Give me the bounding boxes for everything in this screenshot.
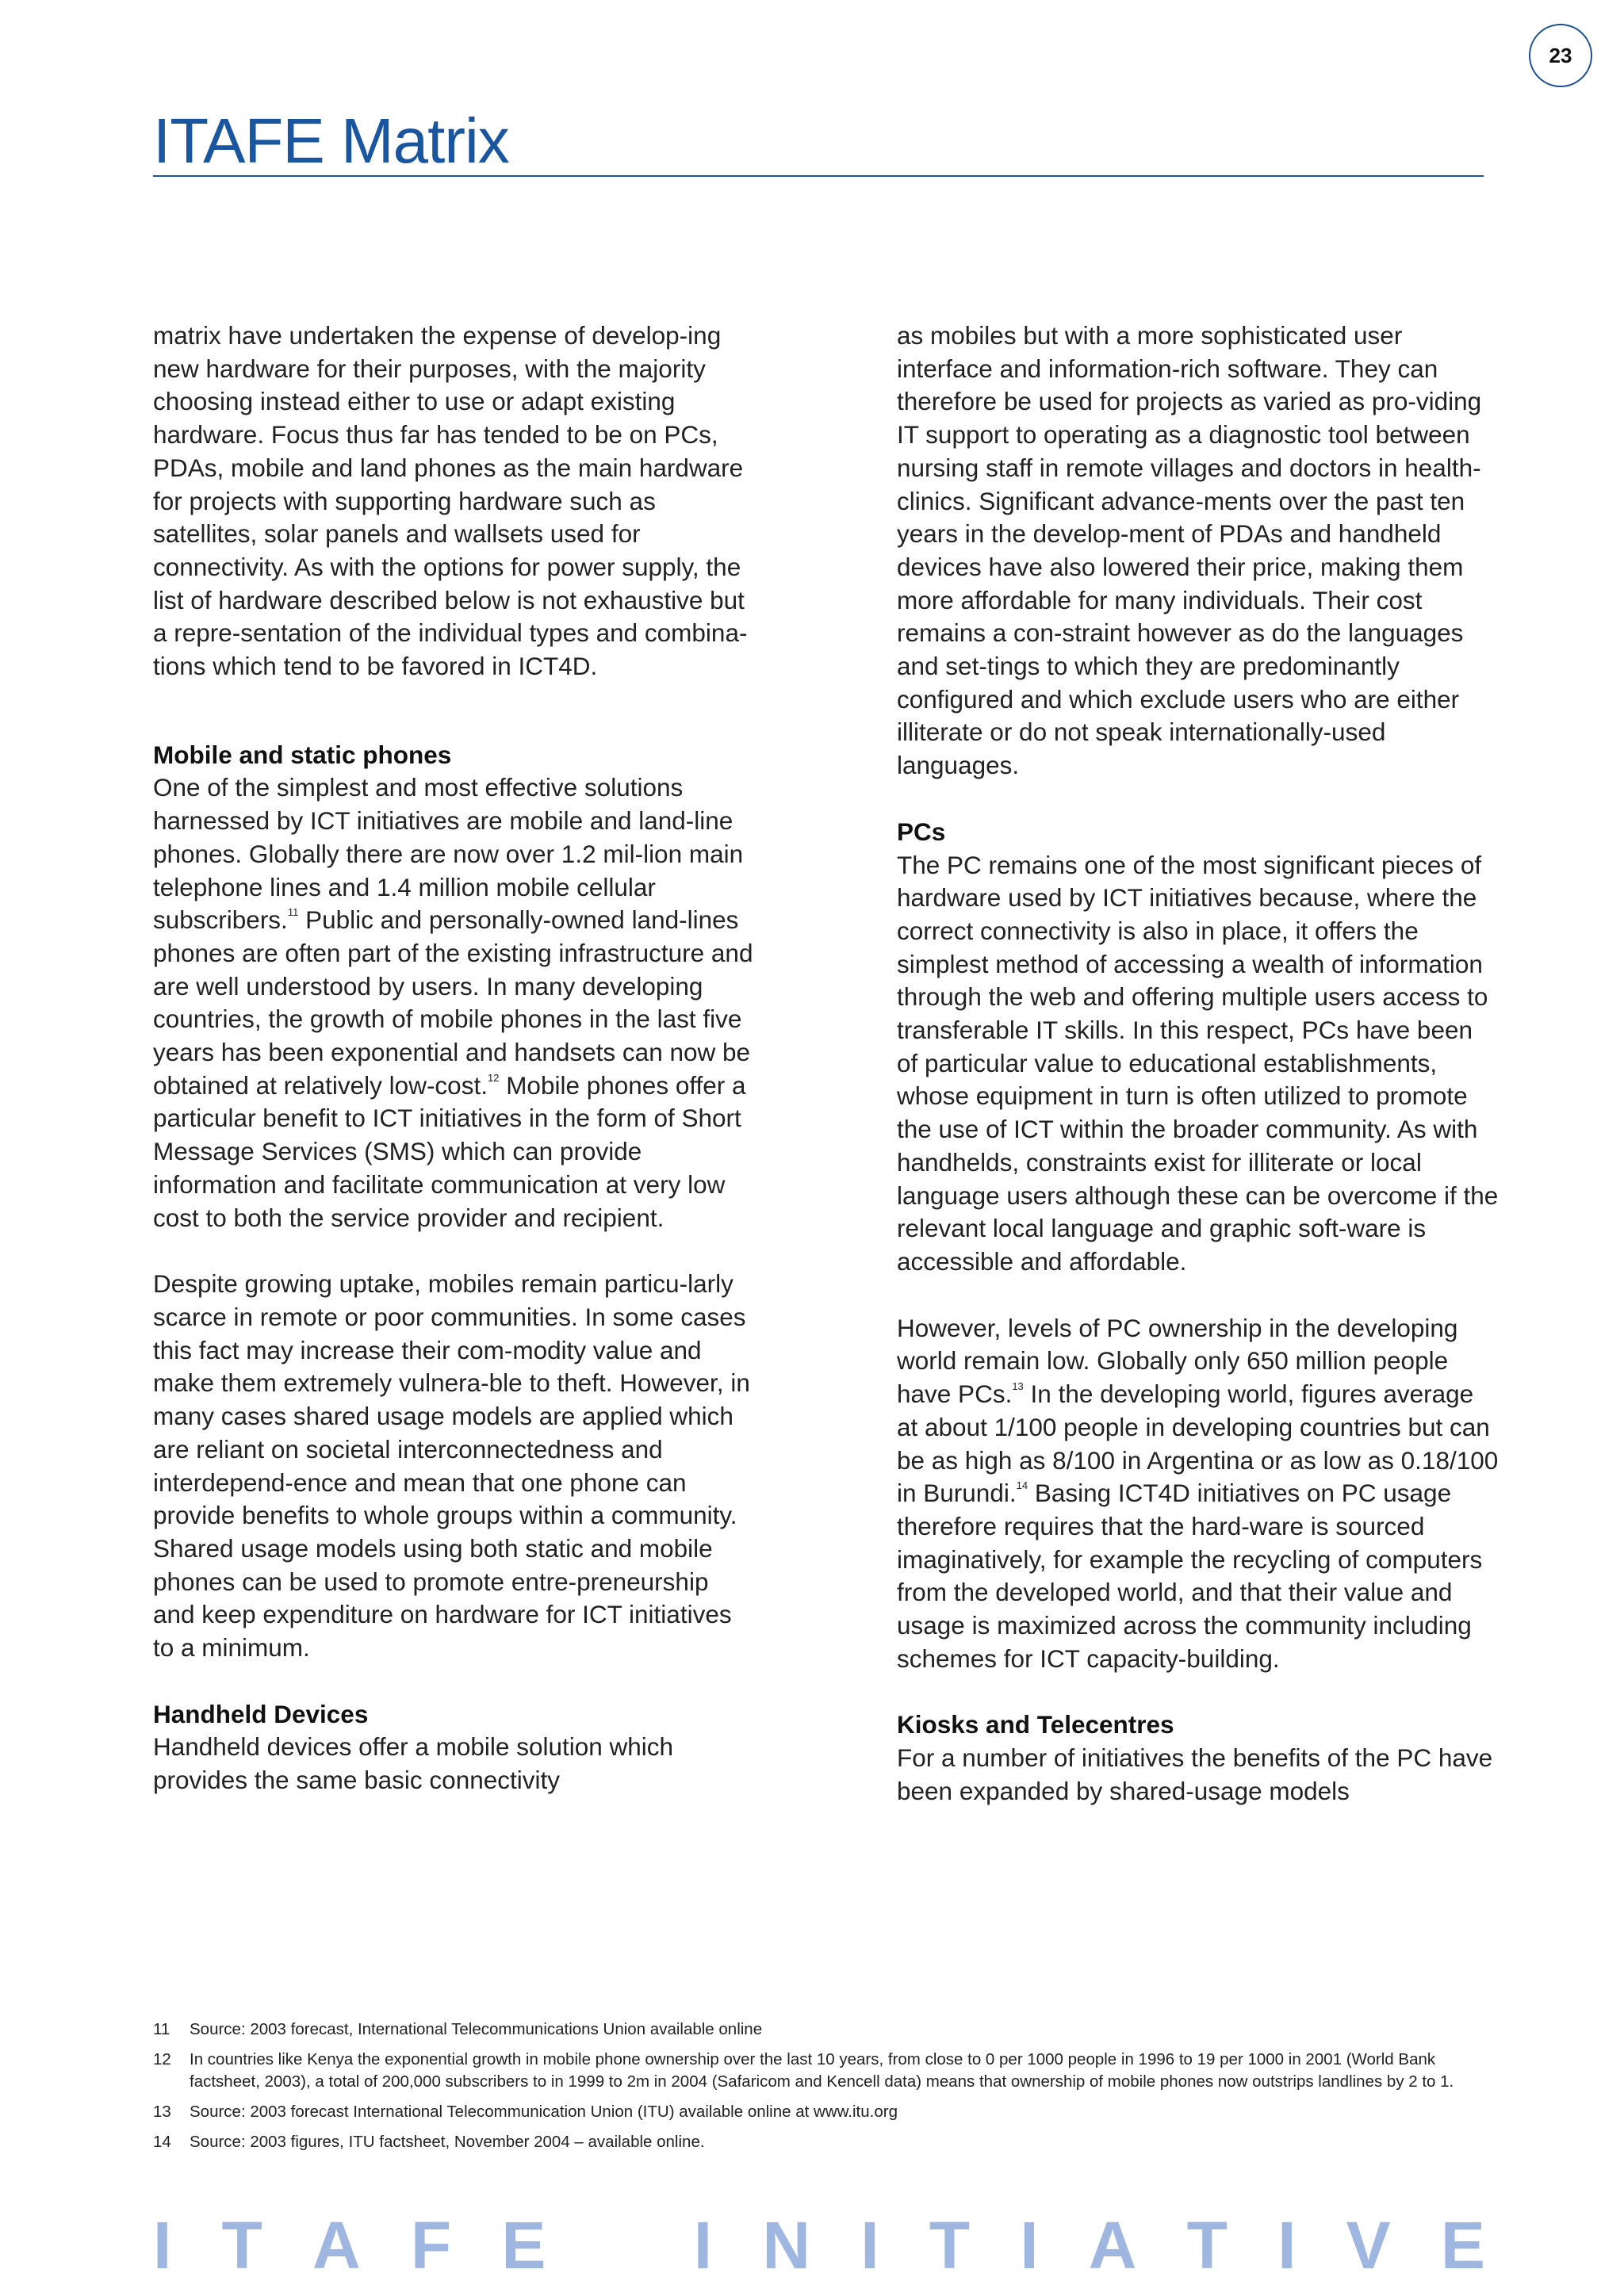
footnote-number: 12 bbox=[153, 2050, 171, 2068]
footnote bbox=[153, 2049, 1485, 2093]
handheld-devices-heading: Handheld Devices bbox=[153, 1699, 369, 1728]
right-intro-paragraph: as mobiles but with a more sophisticated user interface and information-rich software. They can therefore be used for projects as varied as pro-viding IT support to operating as a diagnostic tool between nursing staff in remote villages and doctors in health-clinics. Significant advance-ments over the past ten years in the develop-ment of PDAs and handheld devices have also lowered their price, making them more affordable for many individuals. Their cost remains a con-straint however as do the languages and set-tings to which they are predominantly configured and which exclude users who are either illiterate or do not speak internationally-used languages. bbox=[897, 321, 1482, 780]
footnote-number: 14 bbox=[153, 2133, 171, 2151]
right-column bbox=[897, 320, 1500, 1808]
left-column bbox=[153, 320, 756, 1797]
footnote-ref-13: 13 bbox=[1012, 1380, 1024, 1393]
footnote-ref-11: 11 bbox=[287, 906, 299, 919]
footnote-text: In countries like Kenya the exponential growth in mobile phone ownership over the last 10 years, from close to 0 per 1000 people in 1996 to 19 per 1000 in 2001 (World Bank factsheet, 2003), a total of 200,000 subscribers to in 1999 to 2m in 2004 (Safaricom and Kencell data) means that ownership of mobile phones now outstrips landlines by 2 to 1. bbox=[190, 2050, 1454, 2091]
pcs-paragraph-2: However, levels of PC ownership in the developing world remain low. Globally only 650 million people have PCs.$^{13}$ In the developing world, figures average at about 1/100 people in developing countries but can be as high as 8/100 in Argentina or as low as 0.18/100 in Burundi.$^{14}$ Basing ICT4D initiatives on PC usage therefore requires that the hard-ware is sourced imaginatively, for example the recycling of computers from the developed world, and that their value and usage is maximized across the community including schemes for ICT capacity-building. bbox=[897, 1313, 1499, 1673]
itafe-initiative-banner bbox=[153, 2208, 1485, 2291]
footnotes bbox=[153, 2019, 1485, 2161]
footnote-number: 13 bbox=[153, 2103, 171, 2121]
footnote bbox=[153, 2131, 1485, 2153]
banner-letter: F bbox=[410, 2208, 452, 2283]
kiosks-heading: Kiosks and Telecentres bbox=[897, 1710, 1174, 1739]
handheld-devices-paragraph: Handheld devices offer a mobile solution which provides the same basic connectivity bbox=[153, 1732, 674, 1795]
footnote-ref-12: 12 bbox=[487, 1071, 500, 1084]
footnote-text: Source: 2003 forecast, International Telecommunications Union available online bbox=[190, 2020, 763, 2038]
banner-letter: T bbox=[1186, 2208, 1228, 2283]
footnote-text: Source: 2003 forecast International Telecommunication Union (ITU) available online at www.itu.org bbox=[190, 2103, 898, 2121]
banner-letter: I bbox=[693, 2208, 713, 2283]
footnote-ref-14: 14 bbox=[1016, 1479, 1028, 1492]
banner-letter: T bbox=[221, 2208, 262, 2283]
footnote-text: Source: 2003 figures, ITU factsheet, November 2004 – available online. bbox=[190, 2133, 705, 2151]
footnote bbox=[153, 2019, 1485, 2041]
footnote-number: 11 bbox=[153, 2020, 170, 2038]
banner-letter: E bbox=[501, 2208, 546, 2283]
title-underline bbox=[153, 175, 1484, 177]
mobile-phones-heading: Mobile and static phones bbox=[153, 740, 452, 769]
kiosks-paragraph: For a number of initiatives the benefits of the PC have been expanded by shared-usage models bbox=[897, 1743, 1493, 1805]
banner-letter: I bbox=[1277, 2208, 1297, 2283]
banner-letter: I bbox=[1020, 2208, 1039, 2283]
banner-letter: I bbox=[860, 2208, 879, 2283]
mobile-phones-paragraph-2: Despite growing uptake, mobiles remain particu-larly scarce in remote or poor communities. In some cases this fact may increase their com-modity value and make them extremely vulnera-ble to theft. However, in many cases shared usage models are applied which are reliant on societal interconnectedness and interdepend-ence and mean that one phone can provide benefits to whole groups within a community. Shared usage models using both static and mobile phones can be used to promote entre-preneurship and keep expenditure on hardware for ICT initiatives to a minimum. bbox=[153, 1269, 750, 1663]
left-intro-paragraph: matrix have undertaken the expense of develop-ing new hardware for their purposes, with the majority choosing instead either to use or adapt existing hardware. Focus thus far has tended to be on PCs, PDAs, mobile and land phones as the main hardware for projects with supporting hardware such as satellites, solar panels and wallsets used for connectivity. As with the options for power supply, the list of hardware described below is not exhaustive but a repre-sentation of the individual types and combina-tions which tend to be favored in ICT4D. bbox=[153, 321, 748, 681]
mobile-phones-paragraph-1: One of the simplest and most effective solutions harnessed by ICT initiatives are mobile and land-line phones. Globally there are now over 1.2 mil-lion main telephone lines and 1.4 million mobile cellular subscribers.$^{11}$ Public and personally-owned land-lines phones are often part of the existing infrastructure and are well understood by users. In many developing countries, the growth of mobile phones in the last five years has been exponential and handsets can now be obtained at relatively low-cost.$^{12}$ Mobile phones offer a particular benefit to ICT initiatives in the form of Short Message Services (SMS) which can provide information and facilitate communication at very low cost to both the service provider and recipient. bbox=[153, 773, 753, 1232]
banner-letter: I bbox=[153, 2208, 172, 2283]
pcs-heading: PCs bbox=[897, 817, 946, 846]
banner-letter: V bbox=[1346, 2208, 1391, 2283]
banner-letter: E bbox=[1440, 2208, 1485, 2283]
banner-letter: N bbox=[762, 2208, 810, 2283]
banner-letter: A bbox=[312, 2208, 361, 2283]
page-title: ITAFE Matrix bbox=[153, 105, 509, 176]
pcs-paragraph-1: The PC remains one of the most significant pieces of hardware used by ICT initiatives because, where the correct connectivity is also in place, it offers the simplest method of accessing a wealth of information through the web and offering multiple users access to transferable IT skills. In this respect, PCs have been of particular value to educational establishments, whose equipment in turn is often utilized to promote the use of ICT within the broader community. As with handhelds, constraints exist for illiterate or local language users although these can be overcome if the relevant local language and graphic soft-ware is accessible and affordable. bbox=[897, 850, 1499, 1276]
page-number: 23 bbox=[1529, 24, 1592, 87]
footnote bbox=[153, 2101, 1485, 2123]
banner-letter: T bbox=[929, 2208, 971, 2283]
banner-letter: A bbox=[1088, 2208, 1137, 2283]
